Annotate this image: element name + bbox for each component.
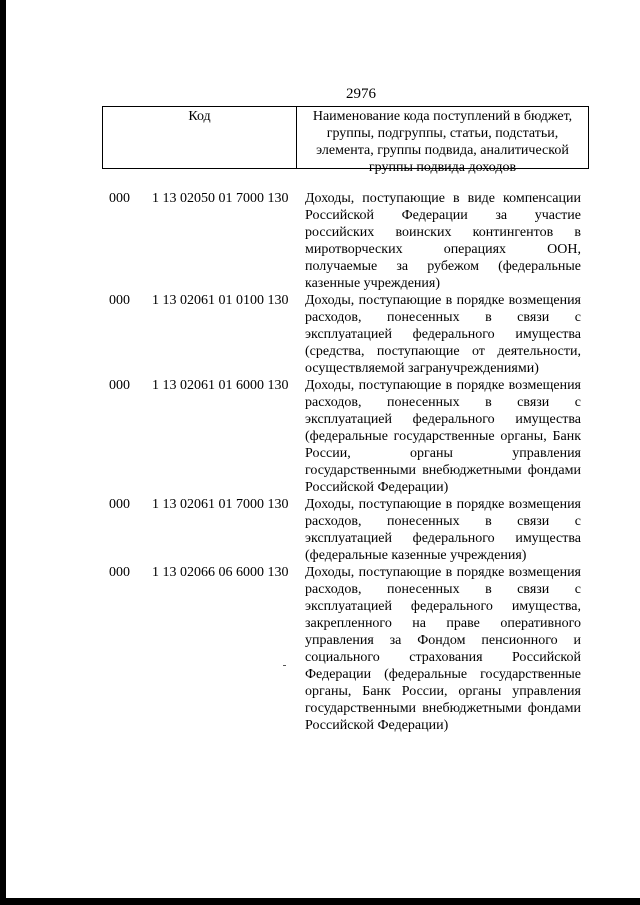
admin-code: 000 <box>109 191 130 206</box>
income-description: Доходы, поступающие в виде компенсации Российской Федерации за участие российских воинских контингентов в миротворческих операциях ООН, получаемые за рубежом (федеральные казенные учреждения) <box>305 191 581 291</box>
table-header <box>102 106 589 175</box>
table-row <box>0 190 640 292</box>
income-code-list <box>0 190 640 734</box>
scan-edge-bottom <box>0 898 640 905</box>
income-description: Доходы, поступающие в порядке возмещения расходов, понесенных в связи с эксплуатацией федерального имущества (федеральные государственные органы, Банк России, органы управления государственными внебюджетными фондами Российской Федерации) <box>305 378 581 495</box>
admin-code: 000 <box>109 378 130 393</box>
table-row <box>0 564 640 734</box>
scan-speck <box>283 665 286 666</box>
header-name-cell: Наименование кода поступлений в бюджет, группы, подгруппы, статьи, подстатьи, элемента, группы подвида, аналитической группы подвида доходов <box>312 109 573 175</box>
admin-code: 000 <box>109 497 130 512</box>
budget-code: 1 13 02050 01 7000 130 <box>152 191 289 206</box>
admin-code: 000 <box>109 565 130 580</box>
table-row <box>0 377 640 496</box>
budget-code: 1 13 02061 01 7000 130 <box>152 497 289 512</box>
admin-code: 000 <box>109 293 130 308</box>
budget-code: 1 13 02061 01 6000 130 <box>152 378 289 393</box>
header-code-cell: Код <box>103 107 297 168</box>
income-description: Доходы, поступающие в порядке возмещения расходов, понесенных в связи с эксплуатацией федерального имущества, закрепленного на праве оперативного управления за Фондом пенсионного и социального страхования Российской Федерации (федеральные государственные органы, Банк России, органы управления государственными внебюджетными фондами Российской Федерации) <box>305 565 581 733</box>
budget-code: 1 13 02066 06 6000 130 <box>152 565 289 580</box>
table-row <box>0 496 640 564</box>
page-number: 2976 <box>346 86 376 102</box>
income-description: Доходы, поступающие в порядке возмещения расходов, понесенных в связи с эксплуатацией федерального имущества (средства, поступающие от деятельности, осуществляемой загранучреждениями) <box>305 293 581 376</box>
budget-code: 1 13 02061 01 0100 130 <box>152 293 289 308</box>
table-row <box>0 292 640 377</box>
income-description: Доходы, поступающие в порядке возмещения расходов, понесенных в связи с эксплуатацией федерального имущества (федеральные казенные учреждения) <box>305 497 581 563</box>
